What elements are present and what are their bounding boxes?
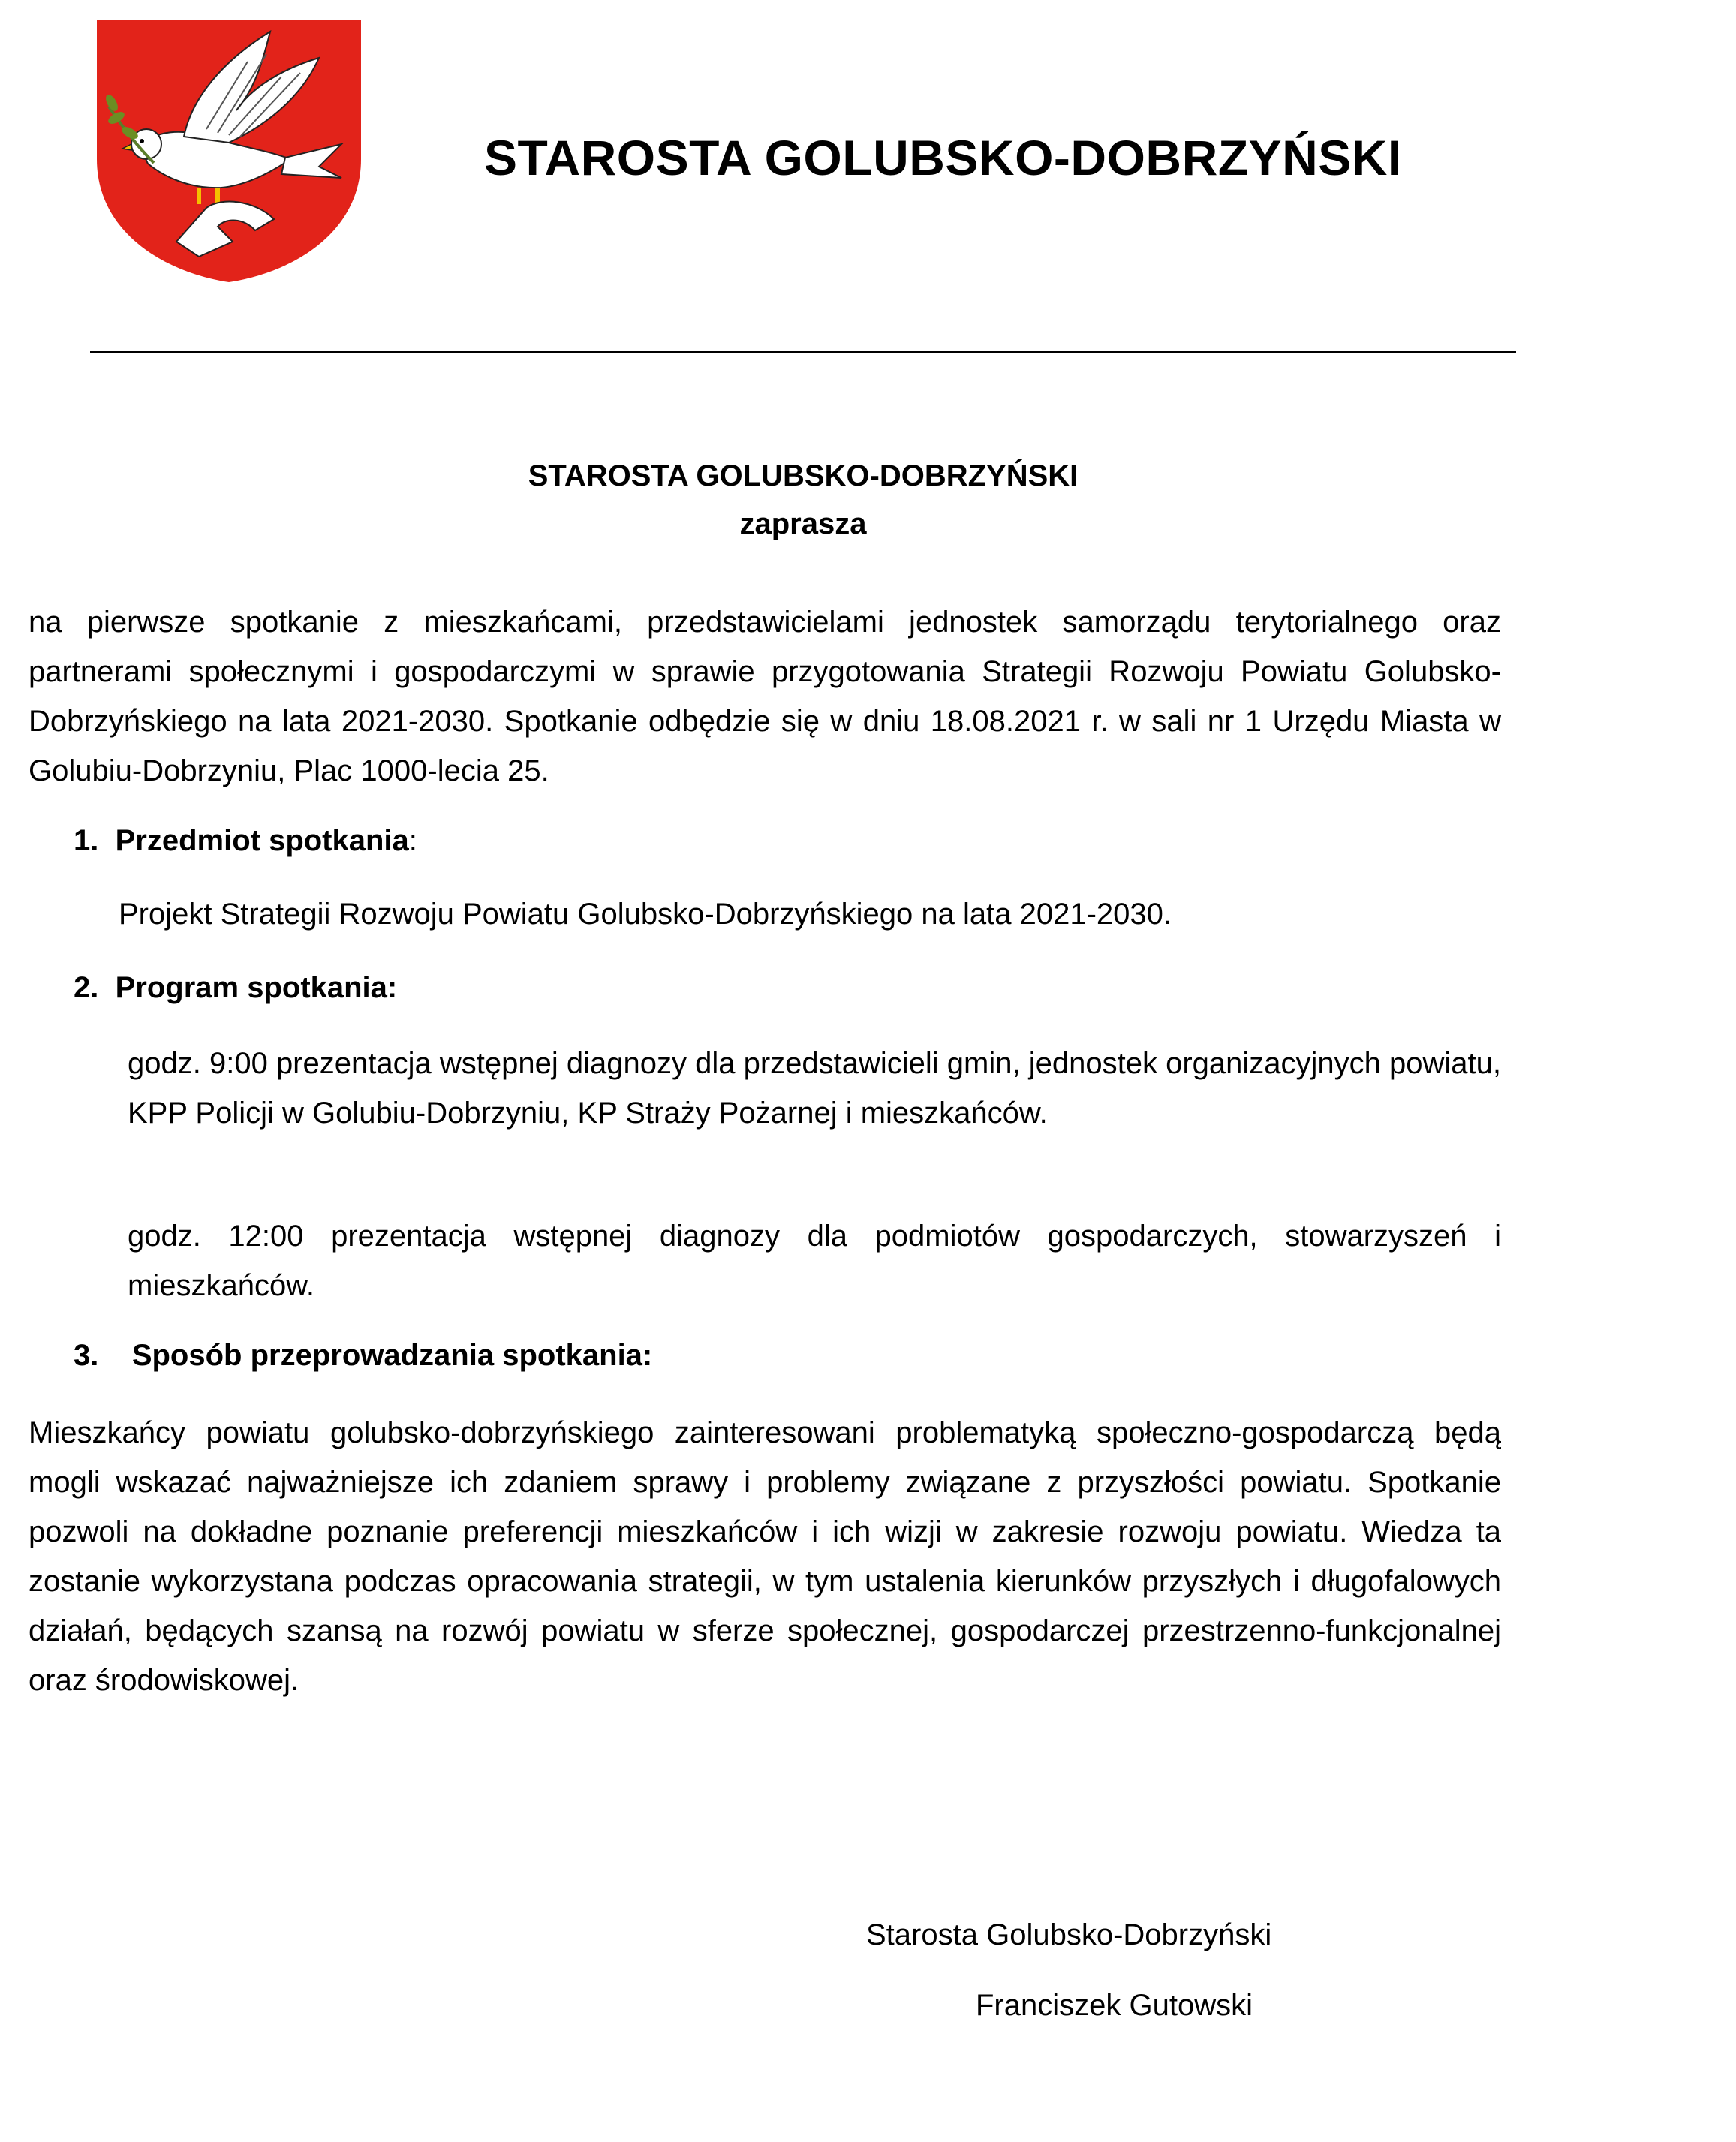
invitation-subheading: zaprasza	[739, 507, 867, 540]
section-3-number: 3.	[74, 1339, 99, 1372]
section-2-title: Program spotkania:	[115, 971, 398, 1004]
program-item-2: godz. 12:00 prezentacja wstępnej diagnozy dla podmiotów gospodarczych, stowarzyszeń i mieszkańców.	[128, 1220, 1501, 1302]
section-1-text: Projekt Strategii Rozwoju Powiatu Golubsko-Dobrzyńskiego na lata 2021-2030.	[119, 898, 1172, 931]
section-3-heading	[74, 1339, 652, 1373]
invitation-heading: STAROSTA GOLUBSKO-DOBRZYŃSKI	[528, 459, 1079, 492]
program-item-1: godz. 9:00 prezentacja wstępnej diagnozy dla przedstawicieli gmin, jednostek organizacyjnych powiatu, KPP Policji w Golubiu-Dobrzyniu, KP Straży Pożarnej i mieszkańców.	[128, 1047, 1501, 1130]
section-1-number: 1.	[74, 824, 99, 857]
section-1-title: Przedmiot spotkania	[115, 824, 409, 857]
section-2-number: 2.	[74, 971, 99, 1004]
signature-role: Starosta Golubsko-Dobrzyński	[866, 1918, 1272, 1951]
coat-of-arms-icon	[94, 17, 364, 285]
section-2-heading	[74, 971, 397, 1005]
header-divider	[90, 351, 1516, 353]
signature-name: Franciszek Gutowski	[976, 1989, 1253, 2022]
section-1-heading	[74, 824, 417, 858]
section-1-suffix: :	[408, 824, 417, 857]
intro-paragraph: na pierwsze spotkanie z mieszkańcami, przedstawicielami jednostek samorządu terytorialnego oraz partnerami społecznymi i gospodarczymi w sprawie przygotowania Strategii Rozwoju Powiatu Golubsko-Dobrzyńskiego na lata 2021-2030. Spotkanie odbędzie się w dniu 18.08.2021 r. w sali nr 1 Urzędu Miasta w Golubiu-Dobrzyniu, Plac 1000-lecia 25.	[29, 606, 1501, 787]
page-title: STAROSTA GOLUBSKO-DOBRZYŃSKI	[484, 130, 1402, 185]
section-3-title: Sposób przeprowadzania spotkania:	[131, 1339, 653, 1372]
section-3-text: Mieszkańcy powiatu golubsko-dobrzyńskiego zainteresowani problematyką społeczno-gospodarczą będą mogli wskazać najważniejsze ich zdaniem sprawy i problemy związane z przyszłości powiatu. Spotkanie pozwoli na dokładne poznanie preferencji mieszkańców i ich wizji w zakresie rozwoju powiatu. Wiedza ta zostanie wykorzystana podczas opracowania strategii, w tym ustalenia kierunków przyszłych i długofalowych działań, będących szansą na rozwój powiatu w sferze społecznej, gospodarczej przestrzenno-funkcjonalnej oraz środowiskowej.	[29, 1416, 1501, 1697]
